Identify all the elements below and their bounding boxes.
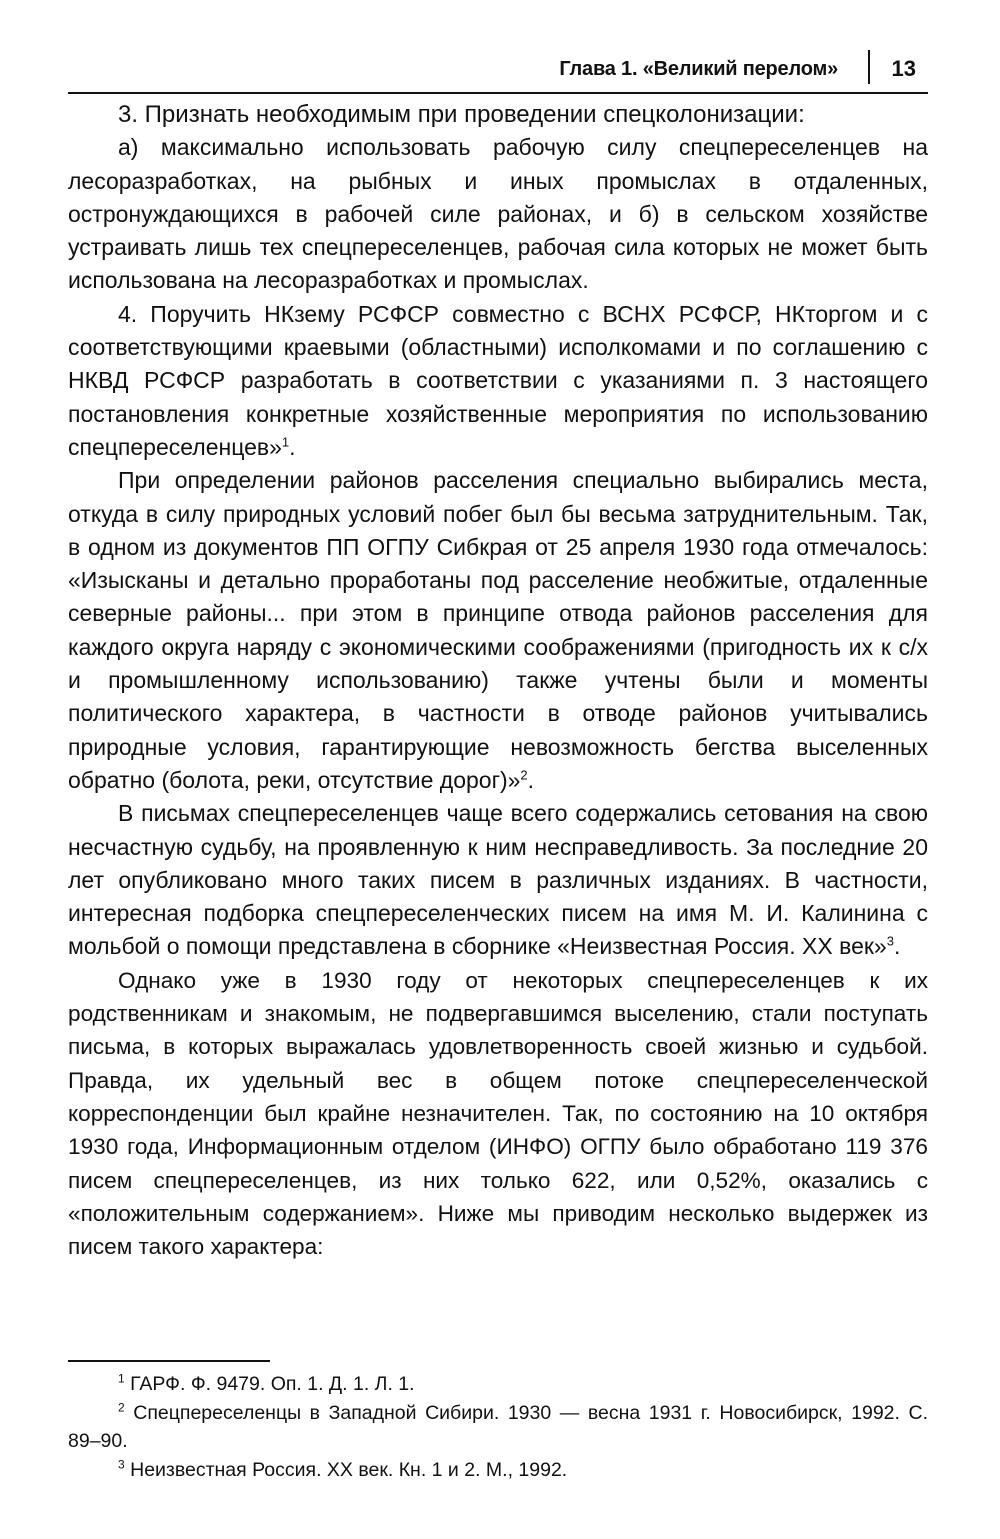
paragraph — [68, 298, 928, 464]
footnote-text: ГАРФ. Ф. 9479. Оп. 1. Д. 1. Л. 1. — [130, 1373, 415, 1395]
footnote-mark: 1 — [118, 1371, 125, 1386]
footnote-ref[interactable]: 1 — [281, 434, 290, 450]
footnote-ref[interactable]: 3 — [886, 933, 894, 949]
footnote-mark: 2 — [118, 1400, 125, 1414]
main-text — [68, 98, 928, 1263]
footnotes — [68, 1360, 928, 1484]
paragraph-end: . — [893, 933, 901, 960]
paragraph-text: 3. Признать необходимым при проведении спецколонизации: — [118, 101, 805, 128]
paragraph-end: . — [289, 433, 296, 460]
paragraph — [68, 464, 928, 797]
footnote-text: Неизвестная Россия. XX век. Кн. 1 и 2. М., 1992. — [130, 1458, 568, 1481]
footnote — [68, 1399, 928, 1456]
paragraph — [68, 131, 928, 297]
book-page — [68, 40, 928, 1510]
paragraph-text: 4. Поручить НКзему РСФСР совместно с ВСНХ РСФСР, НКторгом и с соответствующими краевыми (областными) исполкомами и по соглашению с НКВД РСФСР разработать в соответствии с указаниями п. 3 настоящего постановления конкретные хозяйственные мероприятия по использованию спецпереселенцев» — [68, 300, 928, 460]
footnote-divider — [68, 1360, 270, 1362]
paragraph-text: Однако уже в 1930 году от некоторых спецпереселенцев к их родственникам и знакомым, не подвергавшимся выселению, стали поступать письма, в которых выражалась удовлетворенность своей жизнью и судьбой. Правда, их удельный вес в общем потоке спецпереселенческой корреспонденции был крайне незначителен. Так, по состоянию на 10 октября 1930 года, Информационным отделом (ИНФО) ОГПУ было обработано 119 376 писем спецпереселенцев, из них только 622, или 0,52%, оказались с «положительным содержанием». Ниже мы приводим несколько выдержек из писем такого характера: — [68, 967, 928, 1260]
chapter-title: Глава 1. «Великий перелом» — [559, 58, 838, 80]
paragraph — [68, 964, 928, 1264]
running-header — [68, 40, 928, 94]
footnote-text: Спецпереселенцы в Западной Сибири. 1930 — весна 1931 г. Новосибирск, 1992. С. 89–90. — [68, 1401, 928, 1452]
paragraph — [68, 797, 928, 963]
page-number: 13 — [891, 56, 916, 81]
paragraph-text: а) максимально использовать рабочую силу спецпереселенцев на лесоразработках, на рыбных и иных промыслах в отдаленных, остронуждающихся в рабочей силе районах, и б) в сельском хозяйстве устраивать лишь тех спецпереселенцев, рабочая сила которых не может быть использована на лесоразработках и промыслах. — [68, 134, 928, 294]
paragraph-text: В письмах спецпереселенцев чаще всего содержались сетования на свою несчастную судьбу, на проявленную к ним несправедливость. За последние 20 лет опубликовано много таких писем в различных изданиях. В частности, интересная подборка спецпереселенческих писем на имя М. И. Калинина с мольбой о помощи представлена в сборнике «Неизвестная Россия. XX век» — [68, 800, 928, 960]
paragraph — [68, 98, 928, 131]
footnote-mark: 3 — [118, 1457, 125, 1471]
header-separator — [868, 50, 870, 84]
footnote — [68, 1370, 928, 1399]
paragraph-end: . — [527, 766, 535, 793]
footnote — [68, 1456, 928, 1485]
paragraph-text: При определении районов расселения специально выбирались места, откуда в силу природных условий побег был бы весьма затруднительным. Так, в одном из документов ПП ОГПУ Сибкрая от 25 апреля 1930 года отмечалось: «Изысканы и детально проработаны под расселение необжитые, отдаленные северные районы... при этом в принципе отвода районов расселения для каждого округа наряду с экономическими соображениями (пригодность их к с/х и промышленному использованию) также учтены были и моменты политического характера, в частности в отводе районов учитывались природные условия, гарантирующие невозможность бегства выселенных обратно (болота, реки, отсутствие дорог)» — [68, 467, 928, 793]
footnote-ref[interactable]: 2 — [520, 767, 528, 783]
